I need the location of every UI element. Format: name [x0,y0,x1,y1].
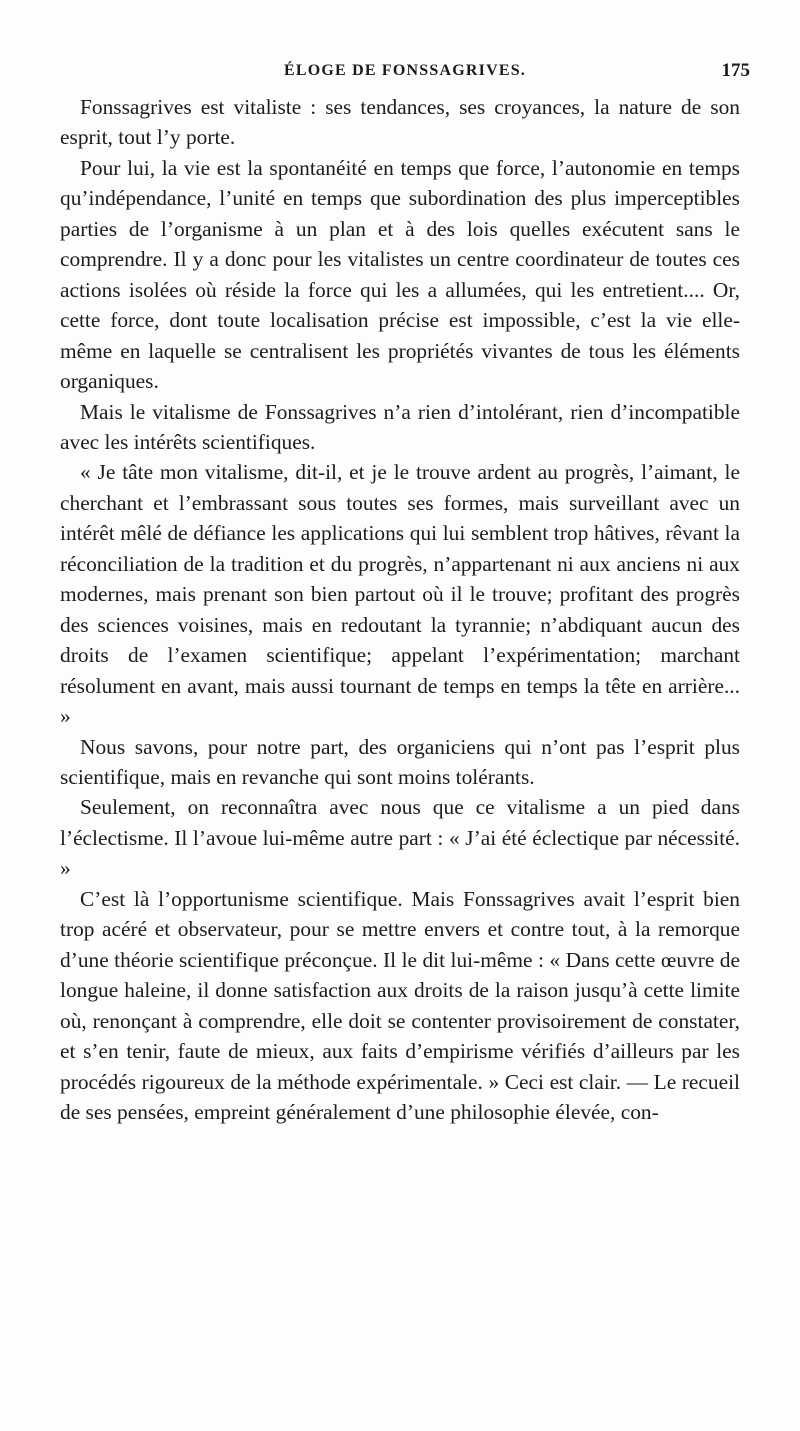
running-title: ÉLOGE DE FONSSAGRIVES. [283,62,526,79]
paragraph: Seulement, on reconnaîtra avec nous que ce vitalisme a un pied dans l’éclectisme. Il l’avoue lui-même autre part : « J’ai été éclectique par nécessité. » [60,795,740,881]
page-number: 175 [721,60,750,81]
paragraph: Mais le vitalisme de Fonssagrives n’a rien d’intolérant, rien d’incompatible avec les intérêts scientifiques. [60,399,740,454]
paragraph: Nous savons, pour notre part, des organiciens qui n’ont pas l’esprit plus scientifique, mais en revanche qui sont moins tolérants. [60,734,740,789]
quoted-paragraph: « Je tâte mon vitalisme, dit-il, et je le trouve ardent au progrès, l’aimant, le cherchant et l’embrassant sous toutes ses formes, mais surveillant avec un intérêt mêlé de défiance les applications qui lui semblent trop hâtives, rêvant la réconciliation de la tradition et du progrès, n’appartenant ni aux anciens ni aux modernes, mais prenant son bien partout où il le trouve; profitant des progrès des sciences voisines, mais en redoutant la tyrannie; n’abdiquant aucun des droits de l’examen scientifique; appelant l’expérimentation; marchant résolument en avant, mais aussi tournant de temps en temps la tête en arrière... » [60,460,740,729]
paragraph: Fonssagrives est vitaliste : ses tendances, ses croyances, la nature de son esprit, tout l’y porte. [60,95,740,150]
paragraph: C’est là l’opportunisme scientifique. Mais Fonssagrives avait l’esprit bien trop acéré et observateur, pour se mettre envers et contre tout, à la remorque d’une théorie scientifique préconçue. Il le dit lui-même : « Dans cette œuvre de longue haleine, il donne satisfaction aux droits de la raison jusqu’à cette limite où, renonçant à comprendre, elle doit se contenter provisoirement de constater, et s’en tenir, faute de mieux, aux faits d’empirisme vérifiés d’ailleurs par les procédés rigoureux de la méthode expérimentale. » Ceci est clair. — Le recueil de ses pensées, empreint généralement d’une philosophie élevée, con- [60,886,740,1124]
page-header [60,60,750,84]
paragraph: Pour lui, la vie est la spontanéité en temps que force, l’autonomie en temps qu’indépendance, l’unité en temps que subordination des plus imperceptibles parties de l’organisme à un plan et à des lois quelles exécutent sans le comprendre. Il y a donc pour les vitalistes un centre coordinateur de toutes ces actions isolées où réside la force qui les a allumées, qui les entretient.... Or, cette force, dont toute localisation précise est impossible, c’est la vie elle-même en laquelle se centralisent les propriétés vivantes de tous les éléments organiques. [60,155,740,394]
body-text [60,92,740,1127]
